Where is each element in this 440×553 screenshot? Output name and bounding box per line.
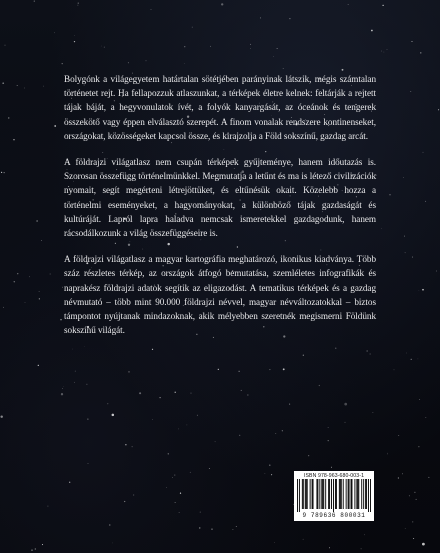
barcode-bar bbox=[328, 479, 329, 509]
star bbox=[344, 403, 347, 406]
barcode-bar bbox=[306, 479, 307, 509]
barcode-bar bbox=[370, 479, 371, 512]
star bbox=[418, 359, 419, 360]
star bbox=[124, 501, 125, 502]
star bbox=[29, 277, 30, 278]
star bbox=[166, 487, 167, 488]
star bbox=[329, 547, 330, 548]
star bbox=[389, 194, 390, 195]
barcode-bar bbox=[305, 479, 306, 509]
star bbox=[215, 441, 216, 442]
star bbox=[275, 433, 276, 434]
star bbox=[128, 62, 129, 63]
star bbox=[35, 548, 36, 549]
star bbox=[62, 388, 63, 389]
star bbox=[277, 48, 278, 49]
star bbox=[75, 371, 76, 372]
star bbox=[69, 482, 70, 483]
star bbox=[232, 529, 233, 530]
star bbox=[152, 419, 153, 420]
star bbox=[265, 473, 266, 474]
barcode-bar bbox=[335, 479, 336, 509]
barcode-bar bbox=[346, 479, 347, 509]
star bbox=[425, 201, 426, 202]
barcode-bar bbox=[356, 479, 357, 509]
star bbox=[420, 52, 421, 53]
star bbox=[63, 386, 64, 387]
star bbox=[328, 427, 329, 428]
isbn-barcode bbox=[294, 471, 374, 521]
blurb-paragraph-3: A földrajzi világatlasz a magyar kartográfia meghatározó, ikonikus kiadványa. Több száz részletes térkép, az országok átfogó bemutatása, szemléletes infografikák és naprakész földrajzi adatok segítik az eligazodást. A tematikus térképek és a gazdag névmutató – több mint 90.000 földrajzi névvel, magyar névváltozatokkal – biztos támpontot nyújtanak mindazoknak, akik mélyebben szeretnék megismerni Földünk sokszínű világát. bbox=[64, 254, 376, 336]
star bbox=[413, 538, 414, 539]
blurb-text bbox=[64, 72, 376, 349]
star bbox=[192, 27, 193, 28]
star bbox=[199, 527, 200, 528]
star bbox=[394, 369, 395, 370]
barcode-bar bbox=[352, 479, 353, 509]
star bbox=[418, 446, 419, 447]
star bbox=[31, 550, 32, 551]
barcode-bar bbox=[297, 479, 298, 512]
star bbox=[41, 240, 42, 241]
star bbox=[367, 351, 368, 352]
barcode-bar bbox=[339, 479, 340, 509]
barcode-bar bbox=[303, 479, 304, 509]
star bbox=[112, 543, 113, 544]
star bbox=[74, 41, 75, 42]
star bbox=[25, 302, 26, 303]
barcode-bar bbox=[321, 479, 322, 509]
barcode-bar bbox=[310, 479, 311, 509]
barcode-bar bbox=[351, 479, 352, 509]
star bbox=[191, 393, 192, 394]
blurb-paragraph-1: Bolygónk a világegyetem határtalan sötétjében parányinak látszik, mégis számtalan történetet rejt. Ha fellapozzuk atlaszunkat, a térképek életre kelnek: feltárják a rejtett tájak báját, a hegyvonulatok ívét, a folyók kanyargását, az óceánok és tengerek összekötő vagy éppen elválasztó szerepét. A finom vonalak rendszere kontinenseket, országokat, közösségeket kapcsol össze, és kirajzolja a Föld sokszínű, gazdag arcát. bbox=[64, 74, 376, 141]
star bbox=[5, 45, 6, 46]
star bbox=[308, 455, 309, 456]
star bbox=[419, 399, 420, 400]
barcode-bar bbox=[302, 479, 303, 509]
star bbox=[269, 465, 270, 466]
star bbox=[438, 109, 439, 110]
barcode-bar bbox=[312, 479, 313, 509]
star bbox=[361, 548, 362, 549]
barcode-bar bbox=[313, 479, 314, 509]
star bbox=[187, 425, 188, 426]
star bbox=[210, 46, 211, 47]
star bbox=[289, 18, 290, 19]
star bbox=[8, 117, 9, 118]
star bbox=[405, 528, 406, 529]
star bbox=[151, 9, 152, 10]
star bbox=[384, 52, 385, 53]
star bbox=[371, 30, 373, 32]
star bbox=[39, 298, 40, 299]
star bbox=[405, 252, 406, 253]
star bbox=[24, 88, 25, 89]
star bbox=[78, 5, 79, 6]
star bbox=[328, 440, 329, 441]
barcode-bar bbox=[343, 479, 344, 509]
star bbox=[54, 125, 56, 127]
star bbox=[125, 444, 126, 445]
star bbox=[109, 524, 110, 525]
barcode-bar bbox=[366, 479, 367, 509]
star bbox=[1, 172, 2, 173]
star bbox=[175, 502, 176, 503]
star bbox=[370, 354, 371, 355]
star bbox=[411, 359, 412, 360]
star bbox=[382, 5, 383, 6]
barcode-bar bbox=[307, 479, 308, 509]
star bbox=[398, 435, 399, 436]
star bbox=[74, 382, 75, 383]
star bbox=[241, 390, 242, 391]
star bbox=[282, 430, 283, 431]
star bbox=[273, 56, 274, 57]
barcode-bar bbox=[299, 479, 300, 512]
barcode-bars bbox=[297, 479, 371, 512]
star bbox=[168, 453, 169, 454]
barcode-bar bbox=[363, 479, 364, 509]
star bbox=[274, 542, 275, 543]
star bbox=[184, 46, 185, 47]
barcode-bar bbox=[358, 479, 359, 509]
star bbox=[87, 419, 88, 420]
barcode-bar bbox=[368, 479, 369, 512]
star bbox=[197, 415, 198, 416]
star bbox=[74, 35, 75, 36]
star bbox=[175, 392, 176, 393]
star bbox=[4, 172, 5, 173]
barcode-bar bbox=[349, 479, 350, 509]
star bbox=[283, 68, 284, 69]
star bbox=[269, 369, 270, 370]
star bbox=[104, 47, 105, 48]
barcode-bar bbox=[319, 479, 320, 509]
barcode-bar bbox=[316, 479, 317, 509]
star bbox=[236, 526, 237, 527]
star bbox=[404, 236, 405, 237]
star bbox=[190, 472, 191, 473]
star bbox=[38, 365, 39, 366]
star bbox=[289, 404, 290, 405]
star bbox=[419, 290, 420, 291]
barcode-bar bbox=[354, 479, 355, 509]
barcode-bar bbox=[333, 479, 334, 512]
star bbox=[348, 4, 349, 5]
star bbox=[61, 393, 63, 395]
star bbox=[387, 49, 388, 50]
star bbox=[409, 495, 410, 496]
barcode-bar bbox=[361, 479, 362, 509]
star bbox=[239, 435, 240, 436]
star bbox=[416, 499, 417, 500]
star bbox=[410, 91, 411, 92]
star bbox=[387, 454, 388, 455]
star bbox=[412, 41, 413, 42]
star bbox=[303, 355, 304, 356]
star bbox=[283, 368, 285, 370]
star bbox=[425, 417, 426, 418]
star bbox=[62, 287, 63, 288]
star bbox=[43, 86, 44, 87]
star bbox=[250, 44, 251, 45]
star bbox=[250, 48, 251, 49]
star bbox=[218, 369, 219, 370]
star bbox=[247, 395, 248, 396]
star bbox=[364, 535, 365, 536]
star bbox=[381, 228, 382, 229]
star bbox=[303, 539, 304, 540]
star bbox=[211, 529, 212, 530]
star bbox=[180, 493, 181, 494]
barcode-bar bbox=[331, 479, 332, 509]
barcode-bar bbox=[323, 479, 324, 509]
star bbox=[221, 3, 223, 5]
star bbox=[54, 32, 55, 33]
star bbox=[39, 291, 40, 292]
star bbox=[209, 468, 210, 469]
star bbox=[133, 495, 134, 496]
star bbox=[387, 453, 388, 454]
star bbox=[319, 385, 320, 386]
star bbox=[36, 220, 37, 221]
barcode-bar bbox=[341, 479, 342, 509]
star bbox=[101, 46, 102, 47]
star bbox=[373, 412, 374, 413]
barcode-bar bbox=[325, 479, 326, 509]
star bbox=[345, 422, 346, 423]
star bbox=[260, 17, 261, 18]
star bbox=[423, 152, 424, 153]
star bbox=[128, 371, 129, 372]
star bbox=[422, 289, 424, 291]
star bbox=[107, 403, 108, 404]
star bbox=[17, 85, 18, 86]
barcode-bar bbox=[348, 479, 349, 509]
star bbox=[78, 3, 79, 4]
star bbox=[13, 139, 14, 140]
barcode-bar bbox=[340, 479, 341, 509]
star bbox=[412, 257, 413, 258]
star bbox=[86, 384, 87, 385]
isbn-label: ISBN 978-963-680-003-1 bbox=[303, 473, 365, 479]
star bbox=[2, 82, 4, 84]
star bbox=[62, 63, 63, 64]
star bbox=[422, 543, 425, 546]
star bbox=[200, 512, 201, 513]
star bbox=[398, 478, 399, 479]
star bbox=[178, 429, 179, 430]
star bbox=[132, 446, 133, 447]
barcode-bar bbox=[329, 479, 330, 509]
star bbox=[381, 51, 382, 52]
star bbox=[14, 281, 15, 282]
star bbox=[159, 397, 160, 398]
star bbox=[146, 60, 147, 61]
star bbox=[179, 512, 180, 513]
star bbox=[184, 63, 185, 64]
barcode-bar bbox=[336, 479, 337, 509]
star bbox=[331, 467, 332, 468]
barcode-digits: 9 789636 800031 bbox=[302, 512, 366, 519]
barcode-bar bbox=[357, 479, 358, 509]
star bbox=[42, 544, 43, 545]
barcode-bar bbox=[322, 479, 323, 509]
star bbox=[3, 307, 4, 308]
star bbox=[17, 273, 18, 274]
star bbox=[402, 473, 403, 474]
star bbox=[172, 477, 173, 478]
star bbox=[403, 177, 404, 178]
star bbox=[412, 521, 413, 522]
star bbox=[47, 506, 48, 507]
star bbox=[174, 475, 175, 476]
star bbox=[428, 477, 429, 478]
star bbox=[239, 371, 240, 372]
blurb-paragraph-2: A földrajzi világatlasz nem csupán térképek gyűjteménye, hanem időutazás is. Szorosan összefügg történelmünkkel. Megmutatja a letűnt és ma is létező civilizációk nyomait, segít megérteni létrejöttüket, és eltűnésük okait. Közelebb hozza a történelmi eseményeket, a hagyományokat, a különböző tájak gazdaságát és kultúráját. Lapról lapra haladva nemcsak ismeretekkel gazdagodunk, hanem rácsodálkozunk a világ összefüggéseire is. bbox=[64, 157, 376, 239]
star bbox=[406, 353, 407, 354]
star bbox=[60, 319, 61, 320]
barcode-bar bbox=[365, 479, 366, 509]
star bbox=[112, 414, 115, 417]
star bbox=[50, 274, 51, 275]
star bbox=[34, 1, 35, 2]
star bbox=[342, 69, 344, 71]
star bbox=[414, 492, 415, 493]
star bbox=[139, 392, 141, 394]
star bbox=[436, 271, 437, 272]
star bbox=[271, 474, 272, 475]
barcode-bar bbox=[317, 479, 318, 509]
star bbox=[0, 415, 2, 417]
star bbox=[88, 463, 89, 464]
